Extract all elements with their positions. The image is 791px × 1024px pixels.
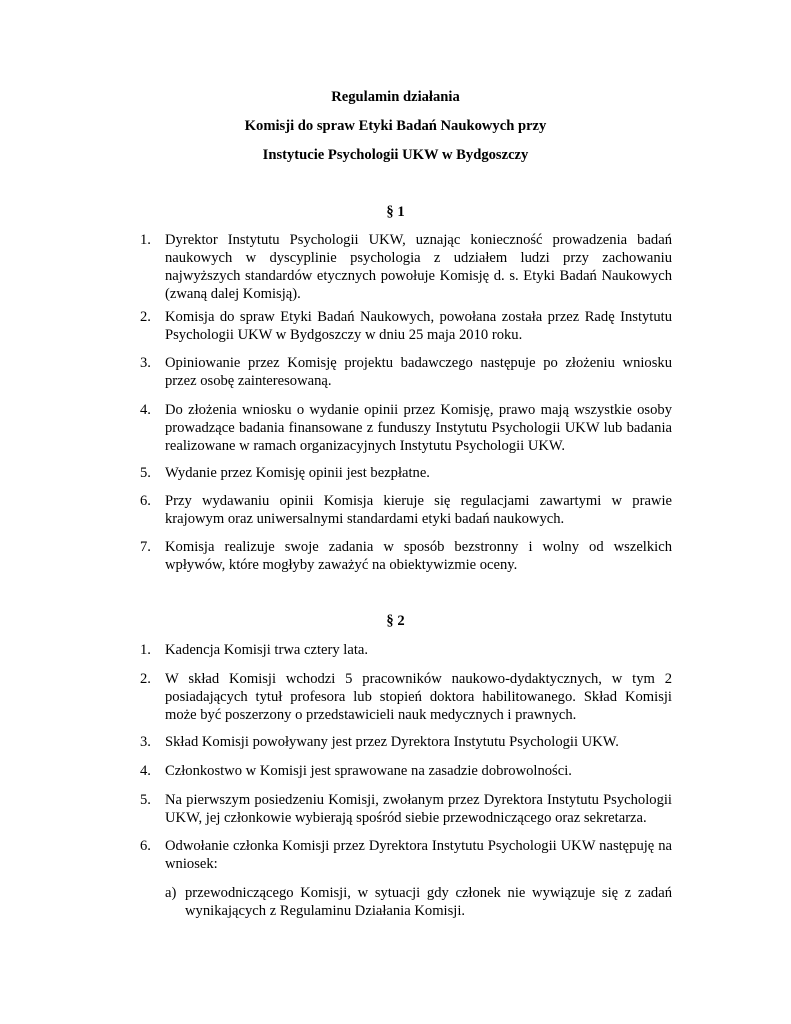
- section-1-item-1: [140, 231, 672, 303]
- section-1-heading: § 1: [386, 204, 405, 220]
- section-1-item-2: [140, 308, 672, 344]
- section-2-item-2: [140, 670, 672, 724]
- item-text: Przy wydawaniu opinii Komisja kieruje się regulacjami zawartymi w prawie krajowym oraz uniwersalnymi standardami etyki badań naukowych.: [165, 493, 672, 527]
- item-text: Komisja realizuje swoje zadania w sposób bezstronny i wolny od wszelkich wpływów, które mogłyby zaważyć na obiektywizmie oceny.: [165, 539, 672, 573]
- document-title-line-2: Komisji do spraw Etyki Badań Naukowych przy: [244, 118, 547, 134]
- section-2-item-5: [140, 791, 672, 827]
- section-1-item-4: [140, 401, 672, 455]
- item-text: Dyrektor Instytutu Psychologii UKW, uznając konieczność prowadzenia badań naukowych w dyscyplinie psychologia z udziałem ludzi przy zachowaniu najwyższych standardów etycznych powołuje Komisję d. s. Etyki Badań Naukowych (zwaną dalej Komisją).: [165, 232, 672, 302]
- item-number: 6.: [140, 493, 151, 509]
- item-text: W skład Komisji wchodzi 5 pracowników naukowo-dydaktycznych, w tym 2 posiadających tytuł profesora lub stopień doktora habilitowanego. Skład Komisji może być poszerzony o przedstawicieli nauk medycznych i prawnych.: [165, 671, 672, 723]
- item-text: Na pierwszym posiedzeniu Komisji, zwołanym przez Dyrektora Instytutu Psychologii UKW, jej członkowie wybierają spośród siebie przewodniczącego oraz sekretarza.: [165, 792, 672, 826]
- section-2-item-6: [140, 837, 672, 873]
- item-number: 5.: [140, 792, 151, 808]
- item-text: Członkostwo w Komisji jest sprawowane na zasadzie dobrowolności.: [165, 763, 572, 779]
- item-number: 2.: [140, 671, 151, 687]
- item-number: 3.: [140, 355, 151, 371]
- section-1-item-7: [140, 538, 672, 574]
- item-text: Skład Komisji powoływany jest przez Dyrektora Instytutu Psychologii UKW.: [165, 734, 619, 750]
- item-text: Opiniowanie przez Komisję projektu badawczego następuje po złożeniu wniosku przez osobę zainteresowaną.: [165, 355, 672, 389]
- item-number: 4.: [140, 763, 151, 779]
- item-number: 7.: [140, 539, 151, 555]
- item-number: 4.: [140, 402, 151, 418]
- item-number: 2.: [140, 309, 151, 325]
- section-2-item-1: [140, 641, 672, 659]
- item-text: Komisja do spraw Etyki Badań Naukowych, powołana została przez Radę Instytutu Psychologii UKW w Bydgoszczy w dniu 25 maja 2010 roku.: [165, 309, 672, 343]
- item-number: 1.: [140, 232, 151, 248]
- section-1-item-5: [140, 464, 672, 482]
- item-text: Wydanie przez Komisję opinii jest bezpłatne.: [165, 465, 430, 481]
- section-2-heading: § 2: [386, 613, 405, 629]
- item-text: Odwołanie członka Komisji przez Dyrektora Instytutu Psychologii UKW następuję na wniosek:: [165, 838, 672, 872]
- section-2-subitem-a: [165, 884, 672, 920]
- section-2-item-3: [140, 733, 672, 751]
- item-number: 5.: [140, 465, 151, 481]
- document-title-line-3: Instytucie Psychologii UKW w Bydgoszczy: [262, 147, 529, 163]
- section-2-item-4: [140, 762, 672, 780]
- section-1-item-3: [140, 354, 672, 390]
- item-number: 3.: [140, 734, 151, 750]
- item-number: 1.: [140, 642, 151, 658]
- section-1-item-6: [140, 492, 672, 528]
- subitem-text: przewodniczącego Komisji, w sytuacji gdy członek nie wywiązuje się z zadań wynikających z Regulaminu Działania Komisji.: [185, 885, 672, 919]
- document-title-line-1: Regulamin działania: [331, 89, 460, 105]
- item-text: Do złożenia wniosku o wydanie opinii przez Komisję, prawo mają wszystkie osoby prowadzące badania finansowane z funduszy Instytutu Psychologii UKW lub badania realizowane w ramach organizacyjnych Instytutu Psychologii UKW.: [165, 402, 672, 454]
- item-text: Kadencja Komisji trwa cztery lata.: [165, 642, 369, 658]
- item-number: 6.: [140, 838, 151, 854]
- subitem-letter: a): [165, 885, 177, 901]
